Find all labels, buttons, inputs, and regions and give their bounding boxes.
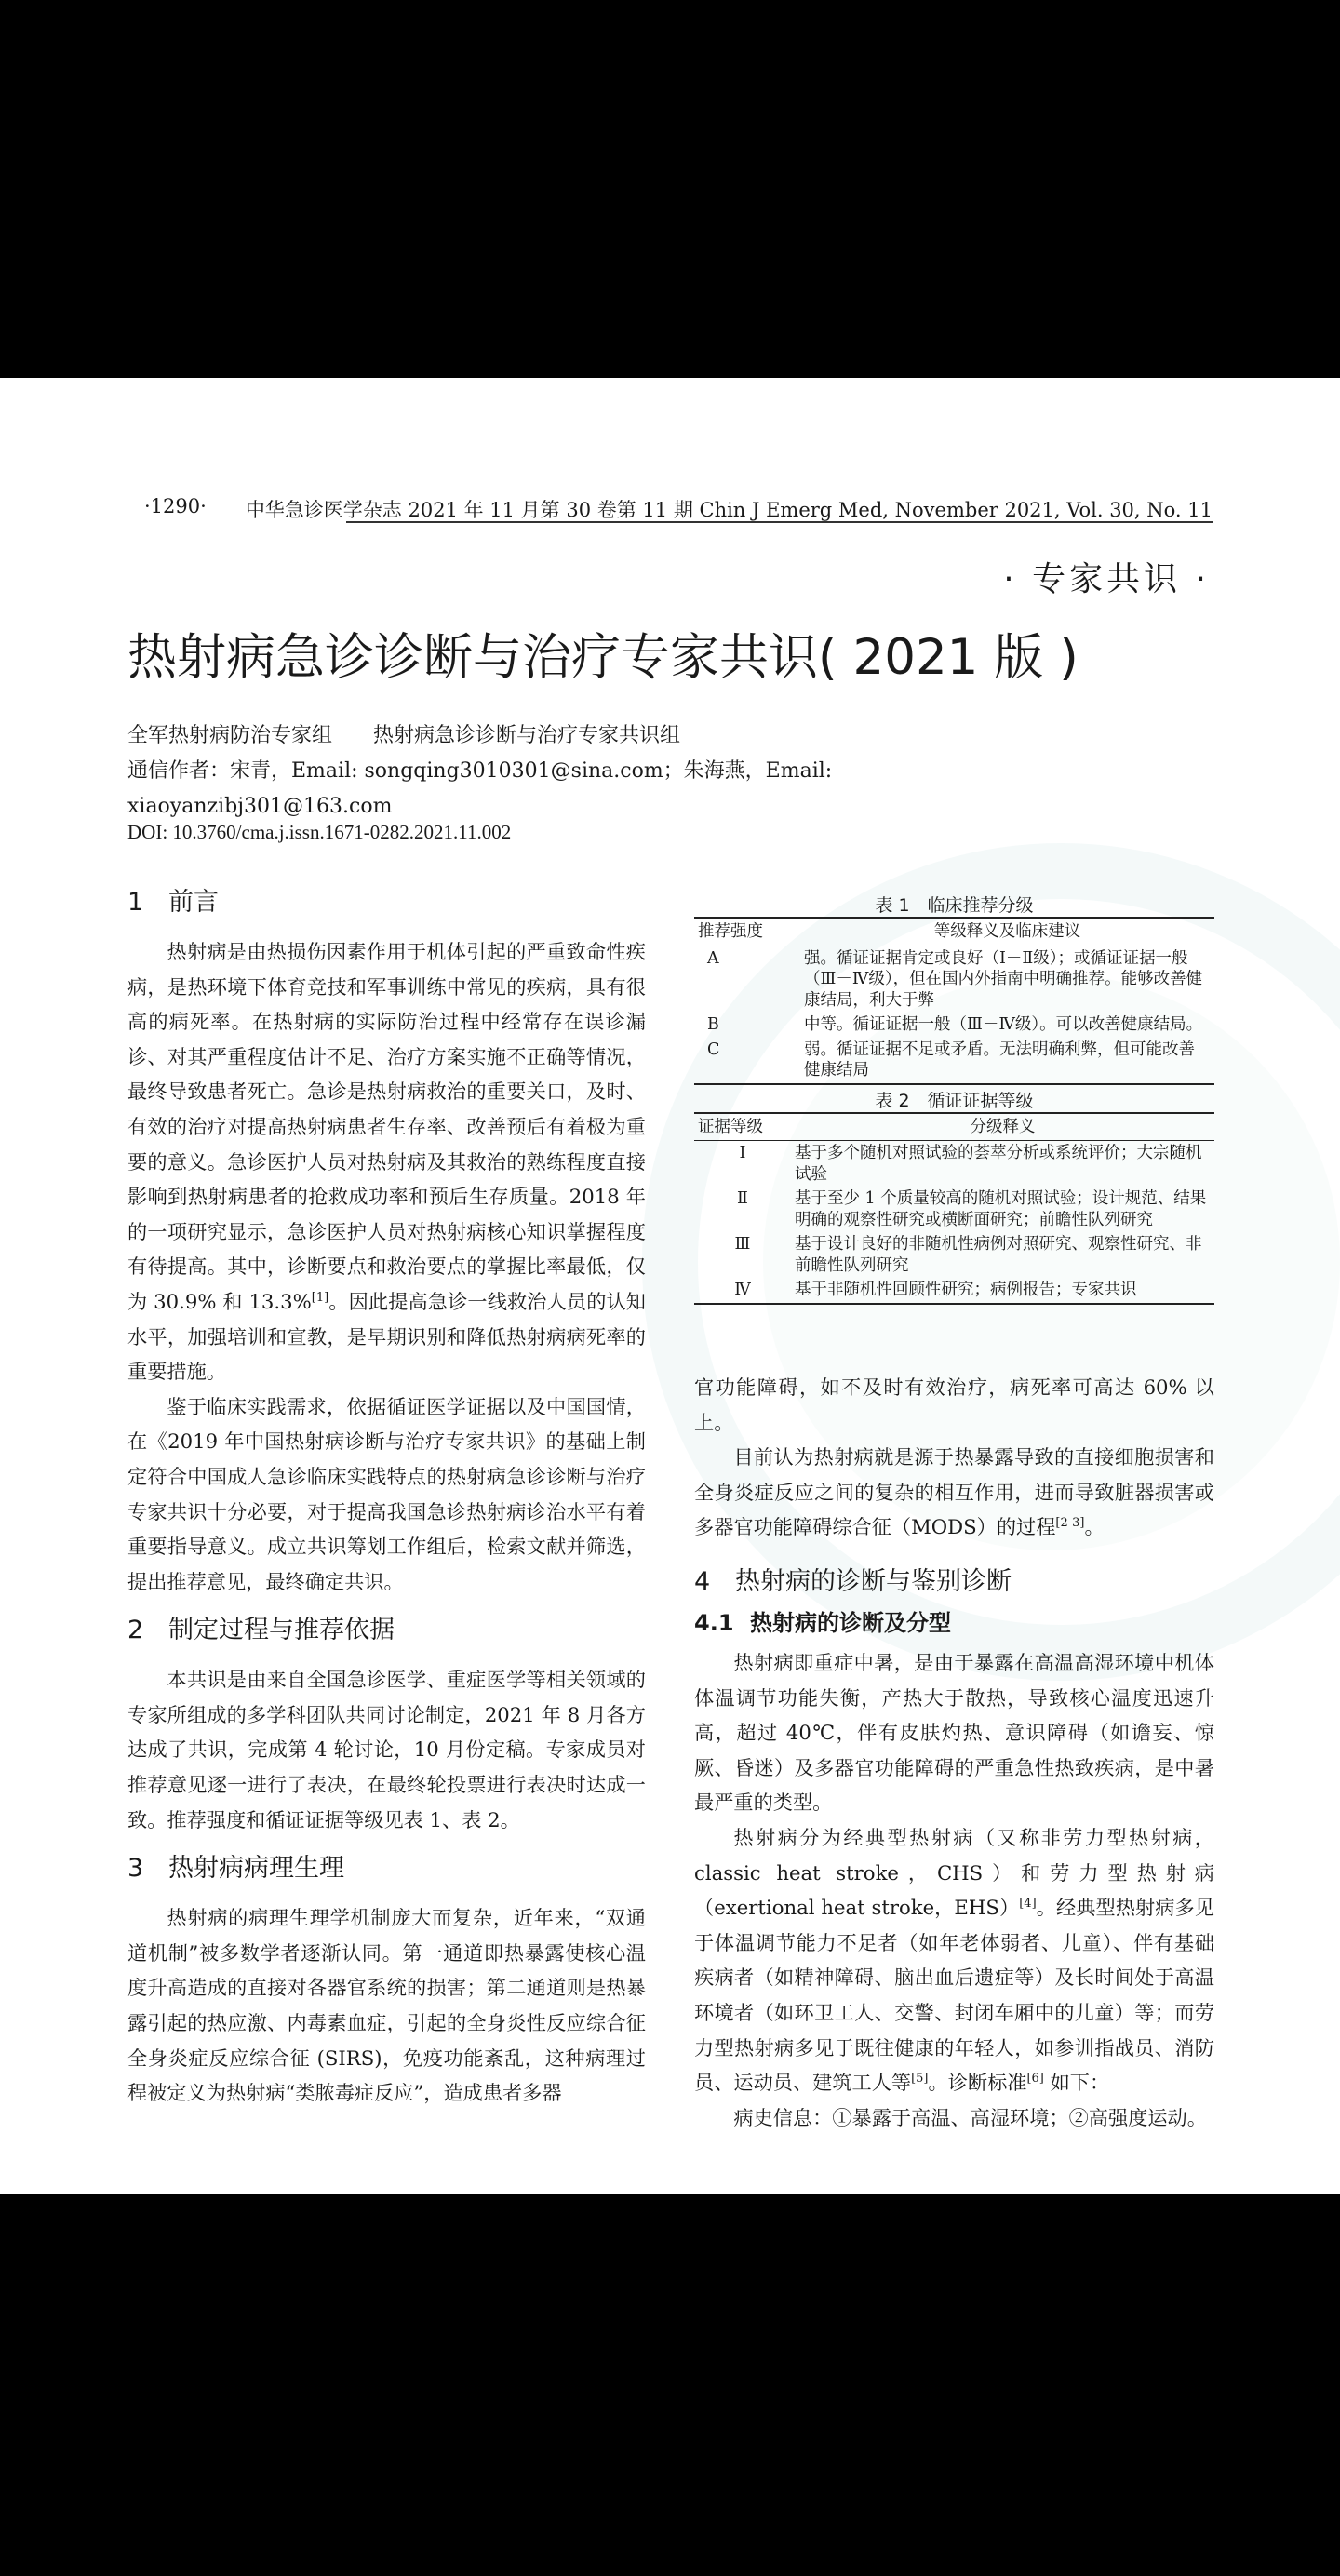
section-heading-3 xyxy=(127,1850,646,1887)
section-heading-2 xyxy=(127,1612,646,1649)
table-row xyxy=(694,1232,1214,1278)
paragraph-continued: 官功能障碍，如不及时有效治疗，病死率可高达 60% 以上。 xyxy=(694,1375,1214,1434)
section-title: 热射病的诊断与鉴别诊断 xyxy=(735,1566,1012,1596)
paragraph: 本共识是由来自全国急诊医学、重症医学等相关领域的专家所组成的多学科团队共同讨论制定，2021 年 8 月各方达成了共识，完成第 4 轮讨论，10 月份定稿。专家成员对推荐意见逐一进行了表决，在最终轮投票进行表决时达成一致。推荐强度和循证证据等级见表 1、表 2。 xyxy=(127,1668,646,1831)
section-title: 制定过程与推荐依据 xyxy=(168,1616,395,1645)
section-heading-1 xyxy=(127,884,646,921)
correspondence-line: 通信作者：宋青，Email: songqing3010301@sina.com；朱海燕，Email: xyxy=(127,759,833,783)
right-column xyxy=(694,1370,1214,2135)
doi: DOI: 10.3760/cma.j.issn.1671-0282.2021.11.002 xyxy=(127,821,512,843)
table-header: 等级释义及临床建议 xyxy=(800,918,1214,946)
journal-running-head: 中华急诊医学杂志 2021 年 11 月第 30 卷第 11 期 Chin J Emerg Med, November 2021, Vol. 30, No. 11 xyxy=(245,499,1213,521)
section-number: 3 xyxy=(127,1854,144,1884)
table-row xyxy=(694,1141,1214,1187)
table-cell: Ⅰ xyxy=(739,1144,746,1162)
citation: [4] xyxy=(1019,1897,1037,1912)
table-cell: B xyxy=(707,1015,719,1034)
section-number: 4 xyxy=(694,1566,711,1596)
paragraph xyxy=(694,1440,1214,1545)
table-cell: 中等。循证证据一般（Ⅲ－Ⅳ级）。可以改善健康结局。 xyxy=(804,1015,1203,1034)
table-2 xyxy=(694,1112,1214,1305)
table-cell: 基于至少 1 个质量较高的随机对照试验；设计规范、结果明确的观察性研究或横断面研究；前瞻性队列研究 xyxy=(795,1189,1207,1229)
section-label: · 专家共识 · xyxy=(1003,560,1210,598)
table-row xyxy=(694,1038,1214,1084)
subsection-heading-4-1 xyxy=(694,1604,1214,1642)
subsection-title: 热射病的诊断及分型 xyxy=(750,1609,951,1636)
left-column xyxy=(127,879,646,2111)
citation: [6] xyxy=(1026,2072,1044,2086)
table-cell: 基于多个随机对照试验的荟萃分析或系统评价；大宗随机试验 xyxy=(795,1144,1202,1184)
table-1 xyxy=(694,917,1214,1085)
paragraph xyxy=(694,1820,1214,2100)
table-cell: Ⅱ xyxy=(737,1189,748,1208)
text-run: 。因此提高急诊一线救治人员的认知水平，加强培训和宣教，是早期识别和降低热射病病死率的重要措施。 xyxy=(127,1289,646,1384)
table-row xyxy=(694,946,1214,1013)
page-number: ·1290· xyxy=(144,495,207,517)
table-cell: 基于设计良好的非随机性病例对照研究、观察性研究、非前瞻性队列研究 xyxy=(795,1235,1202,1275)
paragraph: 病史信息：①暴露于高温、高湿环境；②高强度运动。 xyxy=(733,2105,1207,2129)
table-cell: 基于非随机性回顾性研究；病例报告；专家共识 xyxy=(791,1278,1214,1304)
text-run: 热射病是由热损伤因素作用于机体引起的严重致命性疾病，是热环境下体育竞技和军事训练中常见的疾病，具有很高的病死率。在热射病的实际防治过程中经常存在误诊漏诊、对其严重程度估计不足、治疗方案实施不正确等情况，最终导致患者死亡。急诊是热射病救治的重要关口，及时、有效的治疗对提高热射病患者生存率、改善预后有着极为重要的意义。急诊医护人员对热射病及其救治的熟练程度直接影响到热射病患者的抢救成功率和预后生存质量。2018 年的一项研究显示，急诊医护人员对热射病核心知识掌握程度有待提高。其中，诊断要点和救治要点的掌握比率最低，仅为 30.9% 和 13.3% xyxy=(127,940,646,1313)
table-cell: A xyxy=(707,948,719,968)
text-run: 。诊断标准 xyxy=(928,2071,1027,2095)
authors-line: 全军热射病防治专家组 热射病急诊诊断与治疗专家共识组 xyxy=(127,724,681,747)
header-rule xyxy=(346,521,1213,523)
tables-block xyxy=(694,892,1214,1305)
text-run: 如下： xyxy=(1043,2071,1110,2095)
article-title: 热射病急诊诊断与治疗专家共识( 2021 版 ) xyxy=(127,629,1079,686)
table-cell: 弱。循证证据不足或矛盾。无法明确利弊，但可能改善健康结局 xyxy=(800,1038,1214,1084)
section-heading-4 xyxy=(694,1563,1214,1601)
table-row xyxy=(694,1278,1214,1304)
section-title: 前言 xyxy=(168,888,219,917)
text-run: 热射病分为经典型热射病（又称非劳力型热射病，classic heat stroke，CHS）和劳力型热射病（exertional heat stroke，EHS） xyxy=(694,1825,1214,1920)
paragraph: 热射病即重症中暑，是由于暴露在高温高湿环境中机体体温调节功能失衡，产热大于散热，导致核心温度迅速升高，超过 40℃，伴有皮肤灼热、意识障碍（如谵妄、惊厥、昏迷）及多器官功能障碍的严重急性热致疾病，是中暑最严重的类型。 xyxy=(694,1650,1214,1815)
citation: [5] xyxy=(911,2072,929,2086)
table-header: 推荐强度 xyxy=(694,918,800,946)
paragraph: 鉴于临床实践需求，依据循证医学证据以及中国国情，在《2019 年中国热射病诊断与治疗专家共识》的基础上制定符合中国成人急诊临床实践特点的热射病急诊诊断与治疗专家共识十分必要，对于提高我国急诊热射病诊治水平有着重要指导意义。成立共识筹划工作组后，检索文献并筛选，提出推荐意见，最终确定共识。 xyxy=(127,1394,646,1593)
table-cell: Ⅲ xyxy=(734,1235,751,1254)
table2-caption: 表 2 循证证据等级 xyxy=(875,1090,1034,1111)
table-row xyxy=(694,1187,1214,1232)
text-run: 。经典型热射病多见于体温调节能力不足者（如年老体弱者、儿童）、伴有基础疾病者（如精神障碍、脑出血后遗症等）及长时间处于高温环境者（如环卫工人、交警、封闭车厢中的儿童）等；而劳力型热射病多见于既往健康的年轻人，如参训指战员、消防员、运动员、建筑工人等 xyxy=(694,1896,1214,2095)
section-number: 1 xyxy=(127,888,144,917)
table-cell: 强。循证证据肯定或良好（Ⅰ－Ⅱ级）；或循证证据一般（Ⅲ－Ⅳ级），但在国内外指南中明确推荐。能够改善健康结局，利大于弊 xyxy=(804,948,1203,1010)
paper-page xyxy=(0,378,1340,2194)
table-header: 分级释义 xyxy=(791,1113,1214,1141)
text-run: 目前认为热射病就是源于热暴露导致的直接细胞损害和全身炎症反应之间的复杂的相互作用，进而导致脏器损害或多器官功能障碍综合征（MODS）的过程 xyxy=(694,1445,1214,1539)
subsection-number: 4.1 xyxy=(694,1609,734,1636)
table-cell: Ⅳ xyxy=(694,1278,791,1304)
table1-caption: 表 1 临床推荐分级 xyxy=(875,895,1034,916)
citation: [2-3] xyxy=(1055,1516,1085,1531)
paragraph: 热射病的病理生理学机制庞大而复杂，近年来，“双通道机制”被多数学者逐渐认同。第一通道即热暴露使核心温度升高造成的直接对各器官系统的损害；第二通道则是热暴露引起的热应激、内毒素血症，引起的全身炎性反应综合征全身炎症反应综合征 (SIRS)，免疫功能紊乱，这种病理过程被定义为热射病“类脓毒症反应”，造成患者多器 xyxy=(127,1906,646,2105)
text-run: 。 xyxy=(1084,1515,1105,1539)
table-row xyxy=(694,1013,1214,1038)
table-cell: C xyxy=(694,1038,800,1084)
table-header: 证据等级 xyxy=(694,1113,791,1141)
citation: [1] xyxy=(311,1290,329,1305)
paragraph xyxy=(127,934,646,1389)
section-number: 2 xyxy=(127,1616,144,1645)
author-block xyxy=(127,718,1216,825)
section-title: 热射病病理生理 xyxy=(168,1854,344,1884)
correspondence-email: xiaoyanzibj301@163.com xyxy=(127,795,393,818)
